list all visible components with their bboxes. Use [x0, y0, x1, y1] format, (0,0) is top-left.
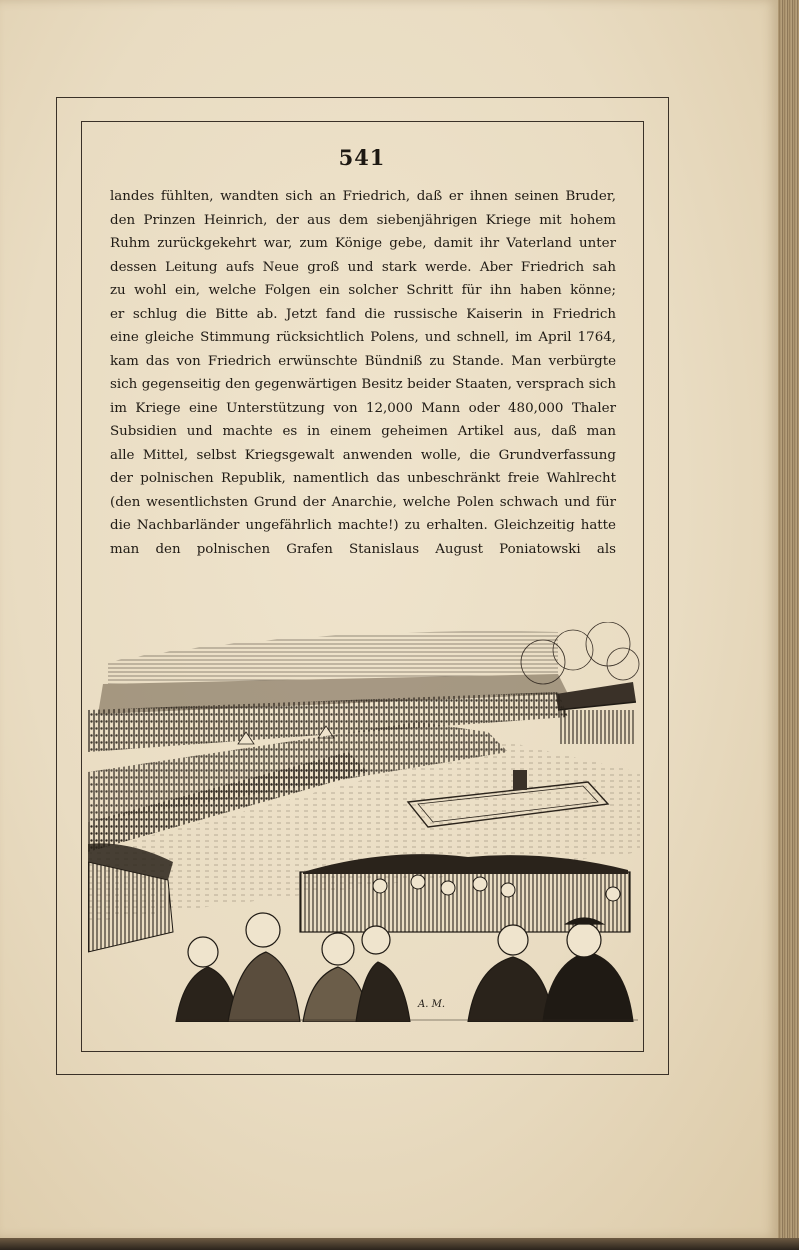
text-line: kam das von Friedrich erwünschte Bündniß zu Stande. Man verbürgte — [110, 353, 616, 369]
text-line: alle Mittel, selbst Kriegsgewalt anwenden wolle, die Grundverfassung — [110, 447, 616, 463]
body-text — [110, 185, 616, 561]
page-number: 541 — [338, 145, 386, 170]
text-line: die Nachbarländer ungefährlich machte!) zu erhalten. Gleichzeitig hatte — [110, 518, 616, 533]
text-line: eine gleiche Stimmung rücksichtlich Polens, und schnell, im April 1764, — [110, 330, 616, 345]
text-line: man den polnischen Grafen Stanislaus August Poniatowski als — [110, 541, 616, 557]
pavilion — [556, 682, 636, 744]
text-line: im Kriege eine Unterstützung von 12,000 Mann oder 480,000 Thaler — [110, 400, 616, 416]
text-line: dessen Leitung aufs Neue groß und stark werde. Aber Friedrich sah — [110, 259, 616, 275]
engraving-illustration — [88, 622, 640, 1022]
text-line: Subsidien und machte es in einem geheimen Artikel aus, daß man — [110, 424, 616, 439]
text-line: der polnischen Republik, namentlich das unbeschränkt freie Wahlrecht — [110, 471, 616, 486]
text-line: den Prinzen Heinrich, der aus dem siebenjährigen Kriege mit hohem — [110, 212, 616, 228]
text-line: sich gegenseitig den gegenwärtigen Besitz beider Staaten, versprach sich — [110, 377, 616, 392]
text-line: zu wohl ein, welche Folgen ein solcher Schritt für ihn haben könne; — [110, 283, 616, 298]
text-line: (den wesentlichsten Grund der Anarchie, welche Polen schwach und für — [110, 494, 616, 510]
page-edges — [778, 0, 799, 1250]
engraver-signature: A. M. — [418, 999, 445, 1010]
text-line: landes fühlten, wandten sich an Friedrich, daß er ihnen seinen Bruder, — [110, 189, 616, 204]
binding-edge — [0, 1238, 799, 1250]
text-line: Ruhm zurückgekehrt war, zum Könige gebe, damit ihr Vaterland unter — [110, 236, 616, 251]
text-line: er schlug die Bitte ab. Jetzt fand die russische Kaiserin in Friedrich — [110, 306, 616, 322]
